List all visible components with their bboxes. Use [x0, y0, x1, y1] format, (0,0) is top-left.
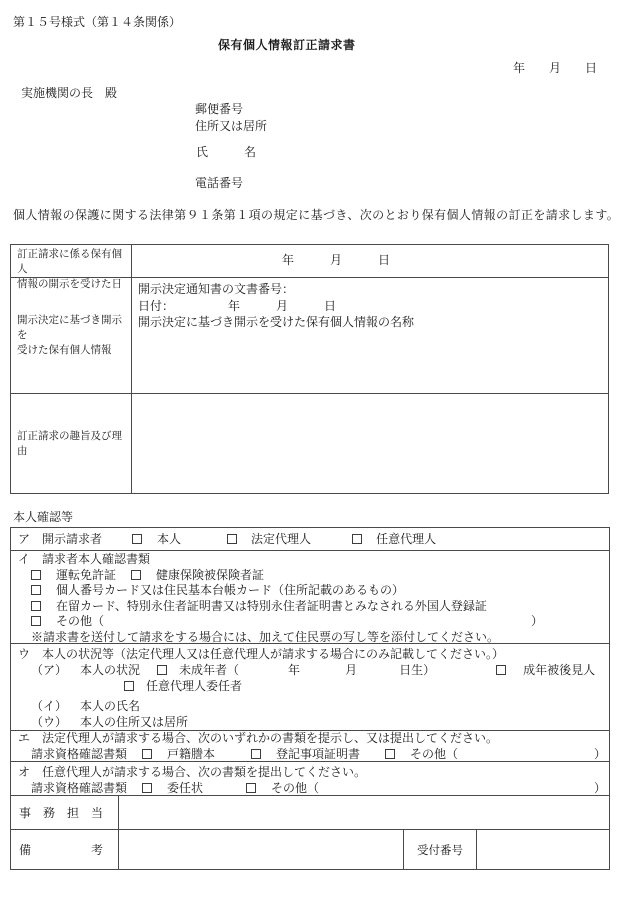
checkbox-other-voluntary-doc[interactable] [246, 783, 256, 793]
form-number: 第１５号様式（第１４条関係） [13, 15, 182, 29]
sub-i-key: （イ） [31, 699, 68, 713]
row-legal-representative-docs [11, 731, 609, 762]
checkbox-family-register[interactable] [142, 749, 152, 759]
checkbox-registration-certificate[interactable] [251, 749, 261, 759]
reception-number-value-area [477, 830, 609, 869]
row-a-label: 開示請求者 [42, 532, 103, 546]
checkbox-power-of-attorney[interactable] [142, 783, 152, 793]
option-voluntary-delegator-label: 任意代理人委任者 [146, 679, 243, 693]
principal-name-label: 本人の氏名 [80, 699, 141, 713]
checkbox-health-insurance[interactable] [131, 570, 141, 580]
disclosed-info-label: 開示決定に基づき開示を 受けた保有個人情報 [11, 278, 132, 393]
sub-u-key: （ウ） [31, 715, 68, 729]
declaration-sentence: 個人情報の保護に関する法律第９１条第１項の規定に基づき、次のとおり保有個人情報の訂正を請求します。 [13, 208, 620, 222]
page-title: 保有個人情報訂正請求書 [218, 38, 356, 52]
option-other-legal-doc-label: その他（ [410, 746, 459, 761]
disclosure-date-value: 年 月 日 [281, 253, 390, 267]
checkbox-minor[interactable] [157, 665, 167, 675]
option-drivers-license-label: 運転免許証 [56, 567, 117, 582]
row-b-key: イ [18, 552, 31, 566]
row-requester-type [11, 528, 609, 551]
option-adult-ward-label: 成年被後見人 [523, 663, 596, 677]
header-date-line: 年 月 日 [512, 61, 597, 75]
option-other-voluntary-doc-close: ） [594, 780, 607, 795]
option-other-identity-doc-label: その他（ [56, 614, 105, 628]
principal-address-label: 本人の住所又は居所 [80, 715, 189, 729]
row-principal-status [11, 644, 609, 731]
postal-code-label: 郵便番号 [195, 102, 244, 116]
row-identity-documents [11, 551, 609, 644]
notice-doc-number-line: 開示決定通知書の文書番号： [138, 282, 295, 296]
row-remarks [11, 830, 609, 869]
notice-date-line: 日付： 年 月 日 [138, 298, 337, 313]
principal-status-label: 本人の状況 [80, 663, 141, 677]
row-e-key: オ [18, 765, 31, 779]
office-in-charge-label: 事 務 担 当 [11, 796, 119, 829]
option-voluntary-representative-label: 任意代理人 [376, 532, 437, 546]
option-family-register-label: 戸籍謄本 [167, 746, 216, 761]
table-row [11, 278, 608, 394]
row-e-label: 任意代理人が請求する場合、次の書類を提出してください。 [42, 765, 367, 779]
row-d-label: 法定代理人が請求する場合、次のいずれかの書類を提示し、又は提出してください。 [42, 731, 499, 745]
qualification-doc-label: 請求資格確認書類 [31, 746, 128, 761]
checkbox-legal-representative[interactable] [227, 534, 237, 544]
sub-a-key: （ア） [31, 663, 68, 677]
option-mynumber-card-label: 個人番号カード又は住民基本台帳カード（住所記載のあるもの） [56, 583, 405, 597]
option-legal-representative-label: 法定代理人 [251, 532, 312, 546]
row-voluntary-representative-docs [11, 762, 609, 796]
checkbox-self[interactable] [132, 534, 142, 544]
name-label: 氏 名 [196, 145, 257, 159]
mailing-note: ※請求書を送付して請求をする場合には、加えて住民票の写し等を添付してください。 [31, 629, 500, 644]
checkbox-residence-card[interactable] [31, 601, 41, 611]
checkbox-adult-ward[interactable] [496, 665, 506, 675]
reception-number-label: 受付番号 [403, 830, 477, 869]
remarks-value-area [119, 830, 403, 869]
request-details-table [10, 244, 609, 494]
option-other-voluntary-doc-label: その他（ [271, 780, 320, 795]
row-office-in-charge [11, 796, 609, 830]
option-minor-open: 未成年者（ [179, 663, 240, 677]
checkbox-voluntary-representative[interactable] [352, 534, 362, 544]
minor-year-label: 年 [288, 663, 301, 677]
option-other-identity-doc-close: ） [531, 614, 544, 628]
row-d-key: エ [18, 731, 31, 745]
address-label: 住所又は居所 [195, 119, 268, 133]
correction-purpose-value-area [132, 394, 608, 493]
option-health-insurance-label: 健康保険被保険者証 [156, 567, 265, 582]
row-b-label: 請求者本人確認書類 [42, 552, 151, 566]
row-c-key: ウ [18, 647, 31, 661]
disclosure-date-label: 訂正請求に係る保有個人 情報の開示を受けた日 [11, 245, 132, 277]
checkbox-other-identity-doc[interactable] [31, 616, 41, 626]
table-row [11, 394, 608, 493]
phone-label: 電話番号 [195, 176, 244, 190]
checkbox-voluntary-delegator[interactable] [124, 681, 134, 691]
option-other-legal-doc-close: ） [594, 746, 607, 761]
addressee: 実施機関の長 殿 [21, 86, 118, 100]
identity-section-heading: 本人確認等 [13, 510, 74, 524]
identity-confirmation-table [10, 527, 610, 870]
option-residence-card-label: 在留カード、特別永住者証明書又は特別永住者証明書とみなされる外国人登録証 [56, 598, 487, 613]
minor-month-label: 月 [345, 663, 358, 677]
option-registration-certificate-label: 登記事項証明書 [276, 746, 361, 761]
correction-purpose-label: 訂正請求の趣旨及び理由 [11, 394, 132, 493]
disclosed-info-value-area [132, 278, 608, 393]
option-self-label: 本人 [157, 532, 182, 546]
checkbox-drivers-license[interactable] [31, 570, 41, 580]
option-minor-close: 日生） [399, 663, 436, 677]
checkbox-mynumber-card[interactable] [31, 585, 41, 595]
disclosed-info-name-line: 開示決定に基づき開示を受けた保有個人情報の名称 [138, 315, 415, 329]
option-power-of-attorney-label: 委任状 [167, 780, 204, 795]
row-a-key: ア [18, 532, 31, 546]
row-c-label: 本人の状況等（法定代理人又は任意代理人が請求する場合にのみ記載してください。） [42, 647, 505, 661]
remarks-label: 備 考 [11, 830, 119, 869]
checkbox-other-legal-doc[interactable] [385, 749, 395, 759]
qualification-doc-label: 請求資格確認書類 [31, 780, 128, 795]
office-in-charge-value-area [119, 796, 609, 829]
